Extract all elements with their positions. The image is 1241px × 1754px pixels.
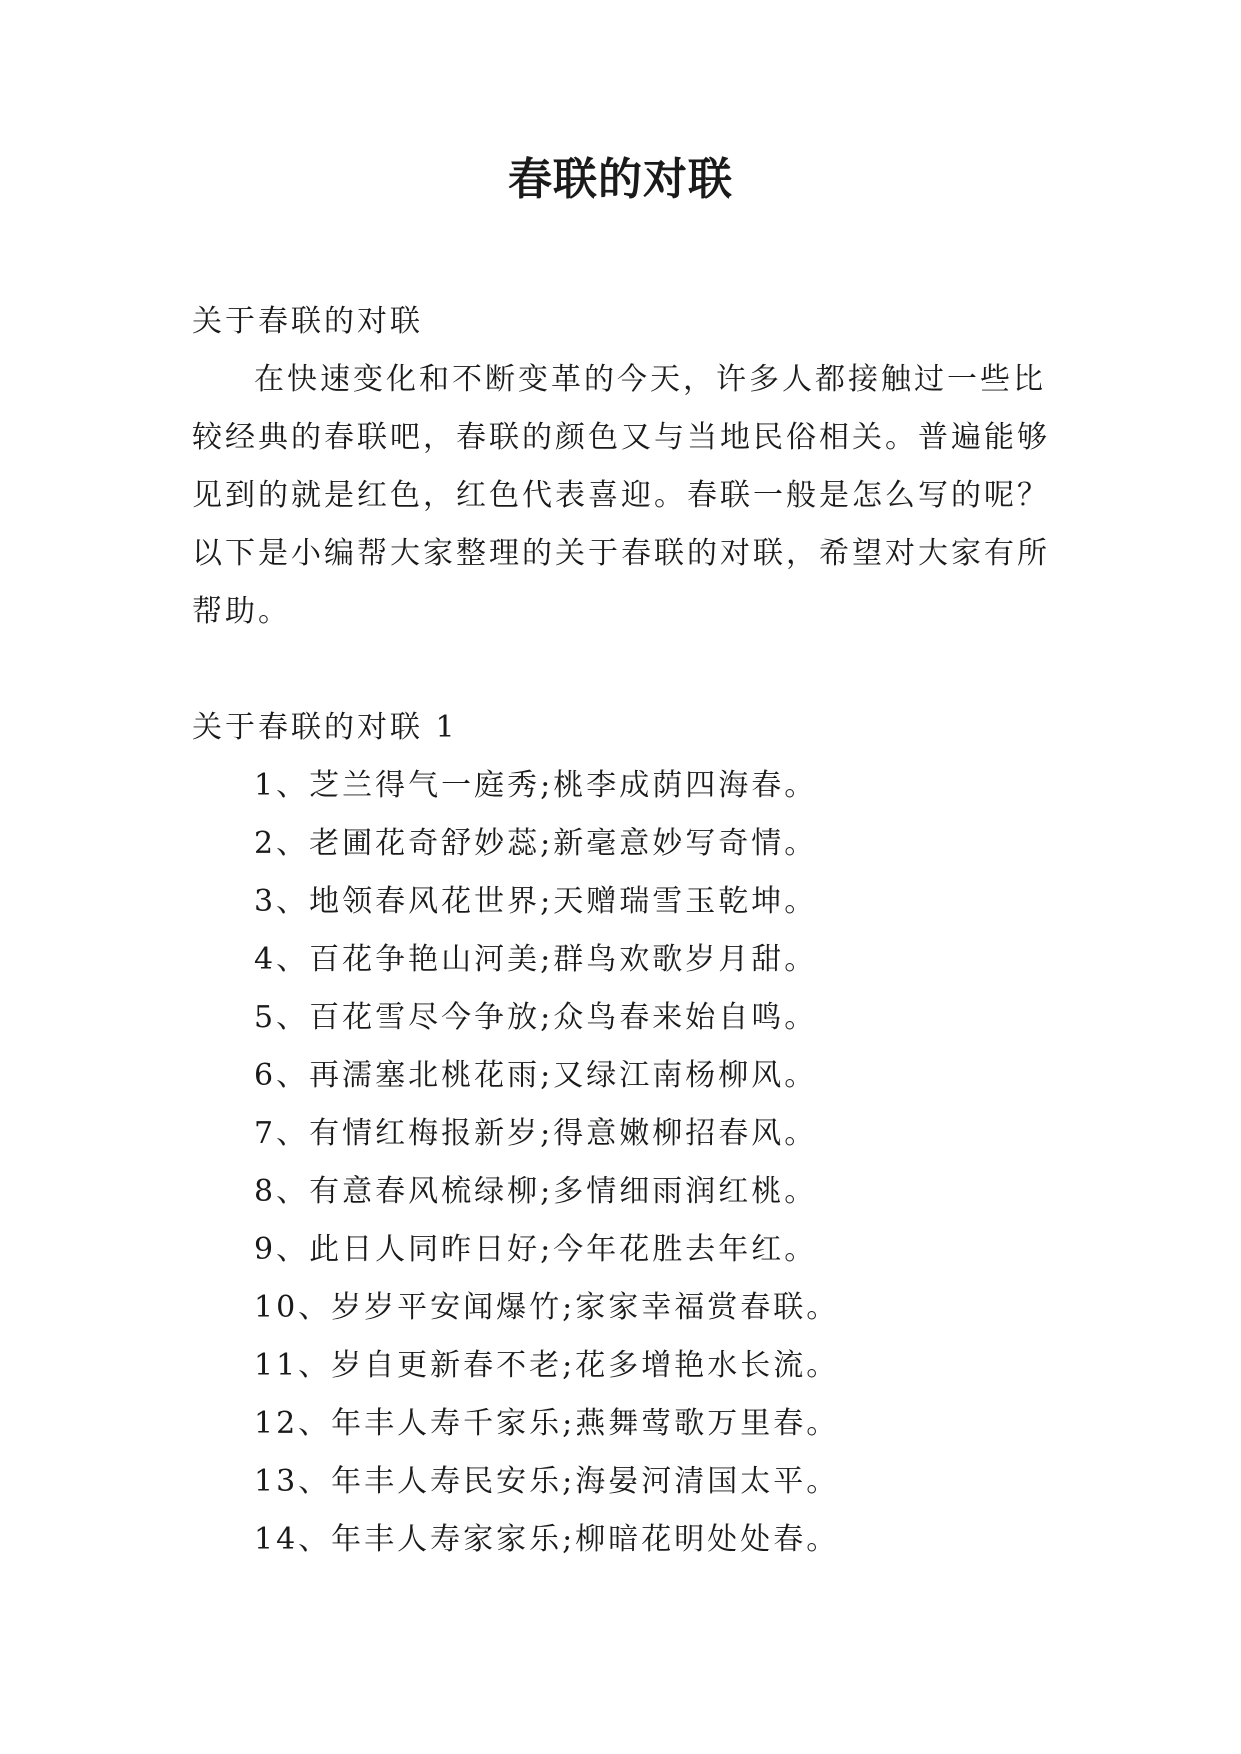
subtitle: 关于春联的对联: [192, 304, 423, 339]
list-item: 9、此日人同昨日好;今年花胜去年红。: [254, 1232, 818, 1267]
intro-line-3: 见到的就是红色，红色代表喜迎。春联一般是怎么写的呢？: [192, 478, 1050, 513]
intro-line-4: 以下是小编帮大家整理的关于春联的对联，希望对大家有所: [192, 536, 1050, 571]
intro-line-2: 较经典的春联吧，春联的颜色又与当地民俗相关。普遍能够: [192, 420, 1050, 455]
list-item: 7、有情红梅报新岁;得意嫩柳招春风。: [254, 1116, 818, 1151]
intro-line-1: 在快速变化和不断变革的今天，许多人都接触过一些比: [254, 362, 1046, 397]
list-item: 4、百花争艳山河美;群鸟欢歌岁月甜。: [254, 942, 818, 977]
document-body: [192, 293, 1062, 1569]
list-item: 13、年丰人寿民安乐;海晏河清国太平。: [254, 1464, 840, 1499]
section-heading: 关于春联的对联 1: [192, 710, 458, 745]
list-item: 14、年丰人寿家家乐;柳暗花明处处春。: [254, 1522, 840, 1557]
list-item: 8、有意春风梳绿柳;多情细雨润红桃。: [254, 1174, 818, 1209]
list-item: 11、岁自更新春不老;花多增艳水长流。: [254, 1348, 840, 1383]
list-item: 2、老圃花奇舒妙蕊;新毫意妙写奇情。: [254, 826, 818, 861]
intro-line-5: 帮助。: [192, 594, 291, 629]
paragraph-gap: [192, 641, 1062, 699]
list-item: 10、岁岁平安闻爆竹;家家幸福赏春联。: [254, 1290, 840, 1325]
page-title: 春联的对联: [508, 154, 733, 205]
list-item: 3、地领春风花世界;天赠瑞雪玉乾坤。: [254, 884, 818, 919]
list-item: 12、年丰人寿千家乐;燕舞莺歌万里春。: [254, 1406, 840, 1441]
list-item: 6、再濡塞北桃花雨;又绿江南杨柳风。: [254, 1058, 818, 1093]
list-item: 5、百花雪尽今争放;众鸟春来始自鸣。: [254, 1000, 818, 1035]
list-item: 1、芝兰得气一庭秀;桃李成荫四海春。: [254, 768, 818, 803]
